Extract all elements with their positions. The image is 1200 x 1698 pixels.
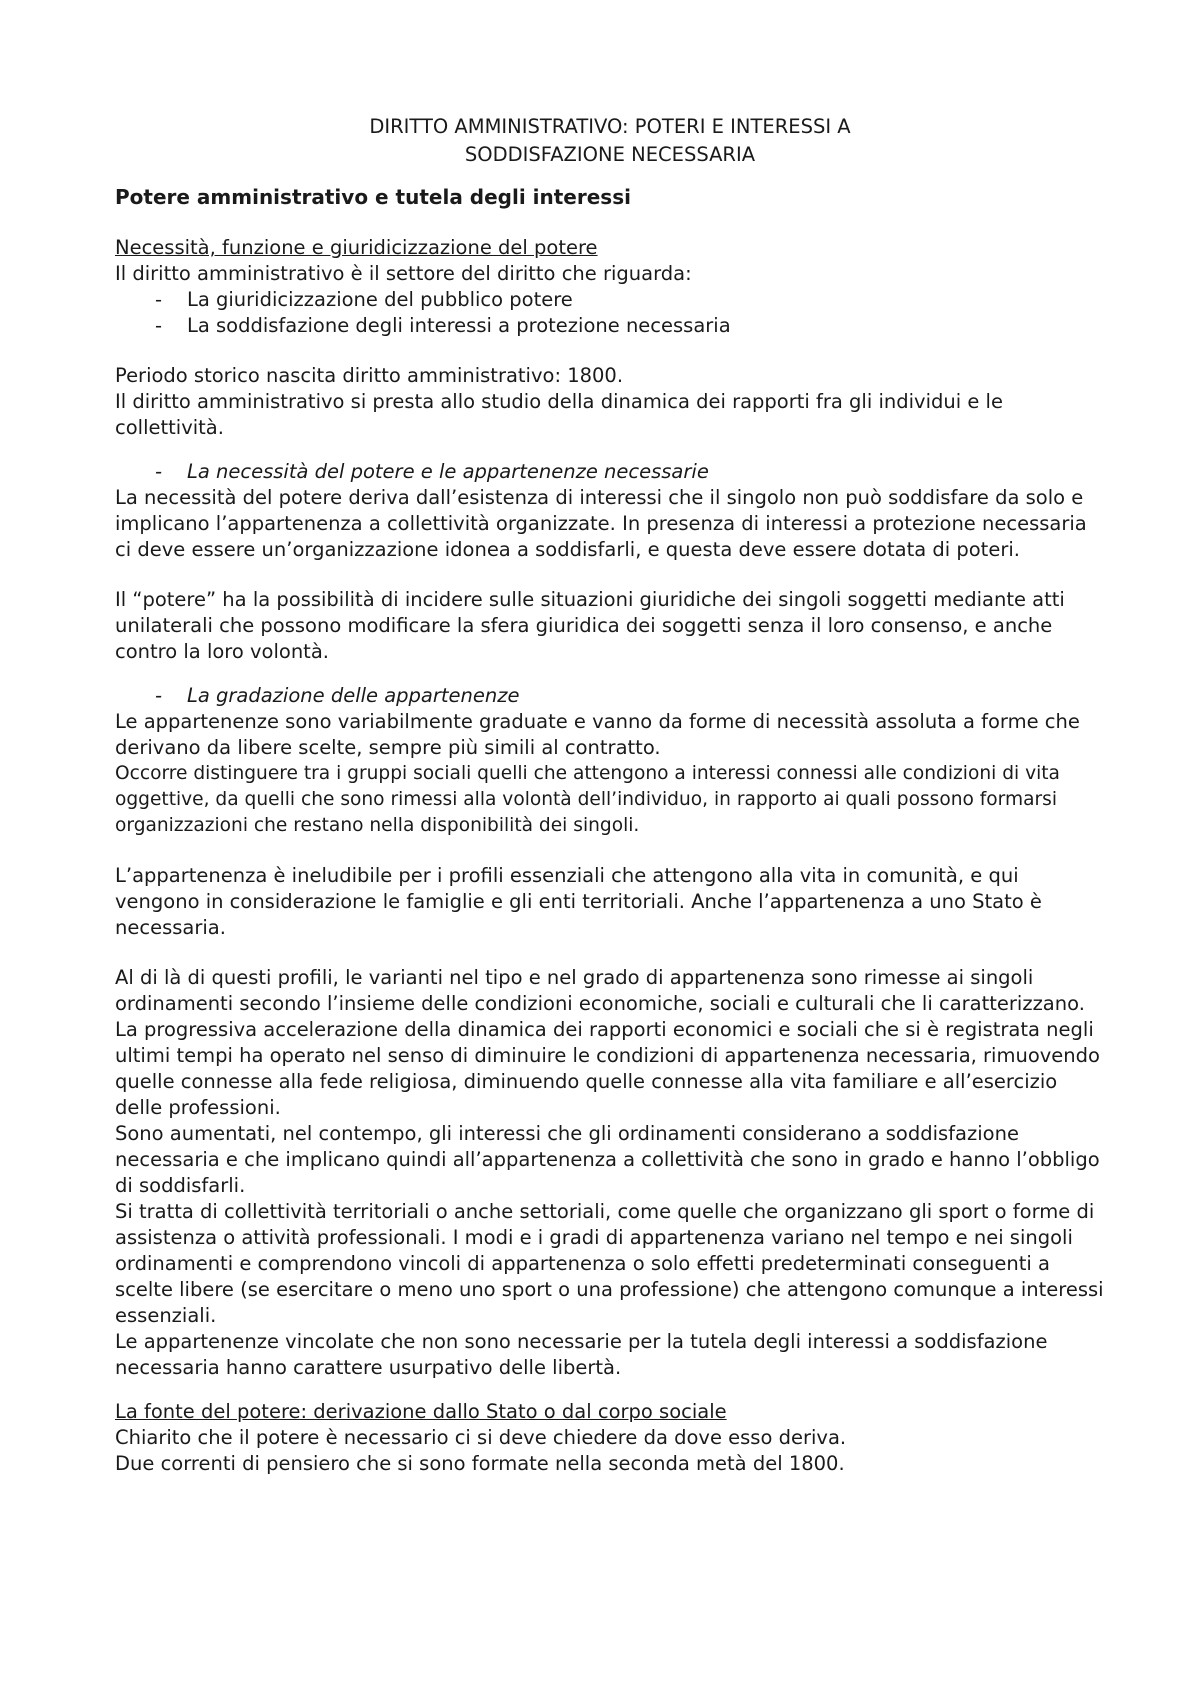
subheading-necessita: Necessità, funzione e giuridicizzazione del potere [115, 236, 598, 259]
title-line-2: SODDISFAZIONE NECESSARIA [464, 143, 756, 166]
intro-paragraph: Il diritto amministrativo è il settore del diritto che riguarda: [115, 262, 692, 285]
paragraph-aumentati: Sono aumentati, nel contempo, gli interessi che gli ordinamenti considerano a soddisfazione necessaria e che implicano quindi all’appartenenza a collettività che sono in grado e hanno l’obbligo di soddisfarli. [115, 1122, 1100, 1197]
paragraph-necessita: La necessità del potere deriva dall’esistenza di interessi che il singolo non può soddisfare da solo e implicano l’appartenenza a collettività organizzate. In presenza di interessi a protezione necessaria ci deve essere un’organizzazione idonea a soddisfarli, e questa deve essere dotata di poteri. [115, 486, 1087, 561]
paragraph-potere: Il “potere” ha la possibilità di incidere sulle situazioni giuridiche dei singoli soggetti mediante atti unilaterali che possono modificare la sfera giuridica dei soggetti senza il loro consenso, e anche contro la loro volontà. [115, 588, 1065, 663]
list-item: - La giuridicizzazione del pubblico potere [155, 287, 1105, 313]
paragraph-chiarito: Chiarito che il potere è necessario ci si deve chiedere da dove esso deriva. [115, 1426, 847, 1449]
paragraph-aldila: Al di là di questi profili, le varianti nel tipo e nel grado di appartenenza sono rimesse ai singoli ordinamenti secondo l’insieme delle condizioni economiche, sociali e culturali che li caratterizzano. [115, 966, 1085, 1015]
document-body [115, 113, 1105, 1477]
period-description: Il diritto amministrativo si presta allo studio della dinamica dei rapporti fra gli individui e le collettività. [115, 390, 1003, 439]
paragraph-collettivita: Si tratta di collettività territoriali o anche settoriali, come quelle che organizzano gli sport o forme di assistenza o attività professionali. I modi e i gradi di appartenenza variano nel tempo e nei singoli ordinamenti e comprendono vincoli di appartenenza o solo effetti predeterminati conseguenti a scelte libere (se esercitare o meno uno sport o una professione) che attengono comunque a interessi essenziali. [115, 1200, 1104, 1327]
document-title [115, 113, 1105, 169]
paragraph-vincolate: Le appartenenze vincolate che non sono necessarie per la tutela degli interessi a soddisfazione necessaria hanno carattere usurpativo delle libertà. [115, 1330, 1048, 1379]
section-heading: Potere amministrativo e tutela degli interessi [115, 185, 631, 209]
italic-heading-necessita: - La necessità del potere e le appartenenze necessarie [155, 459, 1105, 485]
paragraph-correnti: Due correnti di pensiero che si sono formate nella seconda metà del 1800. [115, 1452, 845, 1475]
italic-heading-list-1 [115, 459, 1105, 485]
intro-list [115, 287, 1105, 339]
italic-heading-list-2 [115, 683, 1105, 709]
paragraph-gradazione: Le appartenenze sono variabilmente graduate e vanno da forme di necessità assoluta a forme che derivano da libere scelte, sempre più simili al contratto. [115, 710, 1080, 759]
paragraph-appartenenza: L’appartenenza è ineludibile per i profili essenziali che attengono alla vita in comunità, e qui vengono in considerazione le famiglie e gli enti territoriali. Anche l’appartenenza a uno Stato è necessaria. [115, 864, 1042, 939]
subheading-fonte: La fonte del potere: derivazione dallo Stato o dal corpo sociale [115, 1400, 727, 1423]
title-line-1: DIRITTO AMMINISTRATIVO: POTERI E INTERESSI A [369, 115, 851, 138]
paragraph-distinguere: Occorre distinguere tra i gruppi sociali quelli che attengono a interessi connessi alle condizioni di vita oggettive, da quelli che sono rimessi alla volontà dell’individuo, in rapporto ai quali possono formarsi organizzazioni che restano nella disponibilità dei singoli. [115, 763, 1060, 836]
paragraph-progressiva: La progressiva accelerazione della dinamica dei rapporti economici e sociali che si è registrata negli ultimi tempi ha operato nel senso di diminuire le condizioni di appartenenza necessaria, rimuovendo quelle connesse alla fede religiosa, diminuendo quelle connesse alla vita familiare e all’esercizio delle professioni. [115, 1018, 1100, 1119]
list-item: - La soddisfazione degli interessi a protezione necessaria [155, 313, 1105, 339]
period-line: Periodo storico nascita diritto amministrativo: 1800. [115, 364, 624, 387]
italic-heading-gradazione: - La gradazione delle appartenenze [155, 683, 1105, 709]
